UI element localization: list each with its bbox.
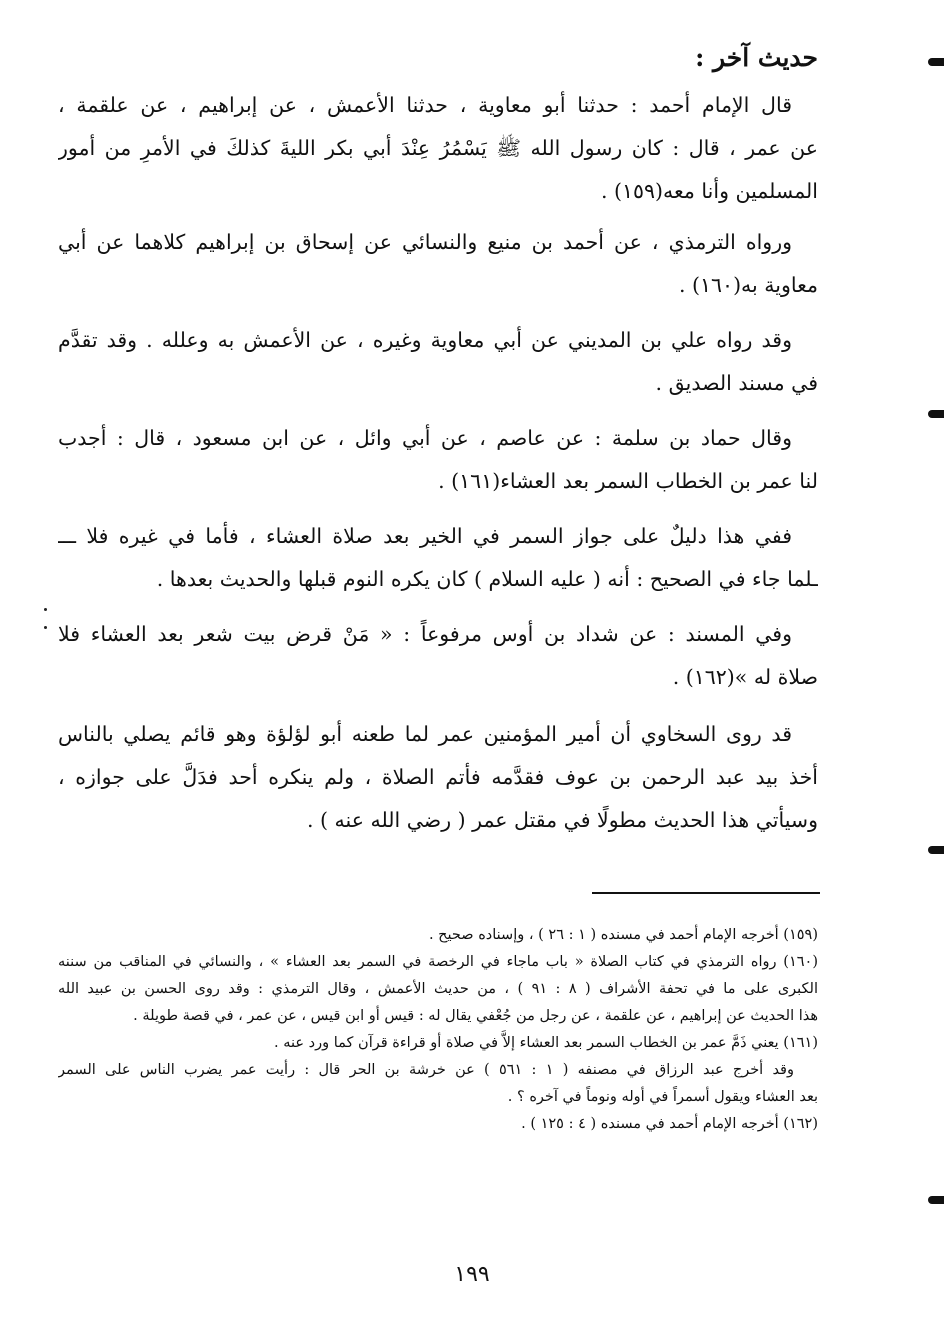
footnote-line: الكبرى على ما في تحفة الأشراف ( ٨ : ٩١ ) ، من حديث الأعمش ، وقال الترمذي : وقد روى الحسن بن عبيد الله (58, 981, 818, 997)
scan-edge-mark (928, 846, 944, 854)
scan-speck (44, 626, 47, 629)
scan-speck (44, 608, 47, 611)
text-line: ففي هذا دليلٌ على جواز السمر في الخير بعد صلاة العشاء ، فأما في غيره فلا ـــ (58, 524, 792, 548)
text-line: وسيأتي هذا الحديث مطولًا في مقتل عمر ( رضي الله عنه ) . (307, 808, 818, 832)
text-line: صلاة له »(١٦٢) . (672, 665, 818, 689)
text-line: ورواه الترمذي ، عن أحمد بن منيع والنسائي عن إسحاق بن إبراهيم كلاهما عن أبي (58, 230, 792, 254)
section-heading: حديث آخر : (695, 43, 818, 72)
text-line: معاوية به(١٦٠) . (678, 273, 818, 297)
footnote-line: (١٦٠) رواه الترمذي في كتاب الصلاة « باب ماجاء في الرخصة في السمر بعد العشاء » ، والنسائي في المناقب من سننه (58, 954, 818, 970)
footnote-line: هذا الحديث عن إبراهيم ، عن علقمة ، عن رجل من جُعْفي يقال له : قيس أو ابن قيس ، عن عمر ، في قصة طويلة . (133, 1008, 818, 1024)
footnote-line: بعد العشاء ويقول أسمراً في أوله ونوماً في آخره ؟ . (507, 1089, 818, 1105)
text-line: لنا عمر بن الخطاب السمر بعد العشاء(١٦١) . (438, 469, 818, 493)
paragraph (58, 84, 818, 213)
text-line: أخذ بيد عبد الرحمن بن عوف فقدَّمه فأتم الصلاة ، ولم ينكره أحد فدَلَّ على جوازه ، (58, 765, 818, 789)
paragraph (58, 221, 818, 307)
page-number: ١٩٩ (454, 1262, 490, 1287)
footnote-line: وقد أخرج عبد الرزاق في مصنفه ( ١ : ٥٦١ ) عن خرشة بن الحر قال : رأيت عمر يضرب الناس على السمر (58, 1062, 794, 1078)
paragraph (58, 319, 818, 405)
text-line: وفي المسند : عن شداد بن أوس مرفوعاً : « مَنْ قرض بيت شعر بعد العشاء فلا (58, 622, 792, 646)
footnote-line: (١٦١) يعني ذَمَّ عمر بن الخطاب السمر بعد العشاء إلاَّ في صلاة أو قراءة قرآن كما ورد عنه . (274, 1035, 818, 1051)
scan-edge-mark (928, 410, 944, 418)
footnote-line: (١٦٢) أخرجه الإمام أحمد في مسنده ( ٤ : ١٢٥ ) . (521, 1116, 818, 1132)
text-line: قد روى السخاوي أن أمير المؤمنين عمر لما طعنه أبو لؤلؤة وهو قائم يصلي بالناس (58, 722, 792, 746)
paragraph (58, 713, 818, 842)
footnotes (58, 922, 818, 1138)
text-line: قال الإمام أحمد : حدثنا أبو معاوية ، حدثنا الأعمش ، عن إبراهيم ، عن علقمة ، (58, 93, 792, 117)
main-text (58, 84, 818, 842)
text-line: المسلمين وأنا معه(١٥٩) . (600, 179, 818, 203)
text-line: في مسند الصديق . (655, 371, 818, 395)
text-line: عن عمر ، قال : كان رسول الله ﷺ يَسْمُرُ عِنْدَ أبي بكر الليةَ كذلكَ في الأمرِ من أمور (58, 136, 818, 160)
text-line: ـلما جاء في الصحيح : أنه ( عليه السلام ) كان يكره النوم قبلها والحديث بعدها . (156, 567, 818, 591)
scan-edge-mark (928, 58, 944, 66)
footnote-line: (١٥٩) أخرجه الإمام أحمد في مسنده ( ١ : ٢٦ ) ، وإسناده صحيح . (428, 927, 818, 943)
paragraph (58, 515, 818, 601)
text-line: وقد رواه علي بن المديني عن أبي معاوية وغيره ، عن الأعمش به وعلله . وقد تقدَّم (58, 328, 792, 352)
footnote-divider (592, 892, 820, 894)
text-line: وقال حماد بن سلمة : عن عاصم ، عن أبي وائل ، عن ابن مسعود ، قال : أجدب (58, 426, 792, 450)
scan-edge-mark (928, 1196, 944, 1204)
paragraph (58, 613, 818, 699)
paragraph (58, 417, 818, 503)
